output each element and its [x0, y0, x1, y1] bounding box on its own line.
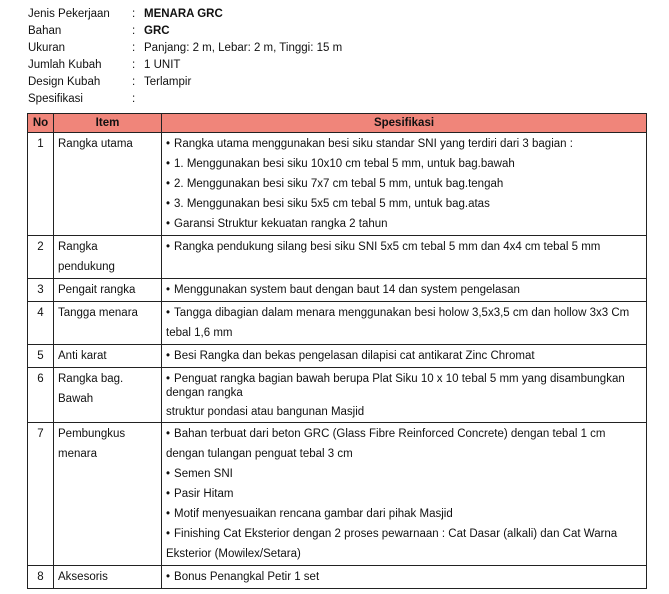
table-row	[28, 302, 647, 345]
row-number: 8	[28, 566, 54, 589]
spec-text: struktur pondasi atau bangunan Masjid	[166, 406, 365, 418]
spec-bullet: • 3. Menggunakan besi siku 5x5 cm tebal 5 mm, untuk bag.atas	[166, 194, 642, 214]
row-item: Rangka utama	[54, 133, 162, 236]
row-item: Pengait rangka	[54, 279, 162, 302]
header-item: Item	[54, 114, 162, 133]
row-item: Anti karat	[54, 345, 162, 368]
spec-bullet: • Garansi Struktur kekuatan rangka 2 tahun	[166, 214, 642, 234]
info-colon: :	[132, 25, 136, 37]
spec-bullet: • Besi Rangka dan bekas pengelasan dilapisi cat antikarat Zinc Chromat	[166, 346, 642, 366]
table-row	[28, 345, 647, 368]
row-spesifikasi	[162, 133, 647, 236]
info-value: 1 UNIT	[144, 59, 181, 71]
table-header-row	[28, 114, 647, 133]
document-info-block	[28, 6, 342, 108]
row-spesifikasi	[162, 368, 647, 423]
row-spesifikasi	[162, 236, 647, 279]
info-colon: :	[132, 59, 136, 71]
spec-bullet: • Bahan terbuat dari beton GRC (Glass Fibre Reinforced Concrete) dengan tebal 1 cm dengan tulangan penguat tebal 3 cm	[166, 424, 642, 464]
info-label: Ukuran	[28, 42, 66, 54]
info-value: Terlampir	[144, 76, 192, 88]
info-row	[28, 74, 342, 91]
spec-bullet: • Menggunakan system baut dengan baut 14 dan system pengelasan	[166, 280, 642, 300]
spec-bullet: • 2. Menggunakan besi siku 7x7 cm tebal 5 mm, untuk bag.tengah	[166, 174, 642, 194]
row-spesifikasi	[162, 302, 647, 345]
info-label: Bahan	[28, 25, 62, 37]
info-colon: :	[132, 42, 136, 54]
row-number: 4	[28, 302, 54, 345]
row-number: 7	[28, 423, 54, 566]
row-item: Aksesoris	[54, 566, 162, 589]
info-label: Design Kubah	[28, 76, 101, 88]
spec-bullet: • 1. Menggunakan besi siku 10x10 cm tebal 5 mm, untuk bag.bawah	[166, 154, 642, 174]
spec-bullet: • Motif menyesuaikan rencana gambar dari pihak Masjid	[166, 504, 642, 524]
table-row	[28, 133, 647, 236]
spec-bullet: • Pasir Hitam	[166, 484, 642, 504]
spec-bullet: • Rangka pendukung silang besi siku SNI 5x5 cm tebal 5 mm dan 4x4 cm tebal 5 mm	[166, 237, 642, 257]
spec-bullet: • Finishing Cat Eksterior dengan 2 proses pewarnaan : Cat Dasar (alkali) dan Cat Warna Eksterior (Mowilex/Setara)	[166, 524, 642, 564]
spec-bullet: • Bonus Penangkal Petir 1 set	[166, 567, 642, 587]
row-number: 6	[28, 368, 54, 423]
table-row	[28, 566, 647, 589]
row-item: Tangga menara	[54, 302, 162, 345]
info-label: Jumlah Kubah	[28, 59, 102, 71]
info-value: Panjang: 2 m, Lebar: 2 m, Tinggi: 15 m	[144, 42, 343, 54]
row-number: 3	[28, 279, 54, 302]
row-spesifikasi	[162, 566, 647, 589]
header-no: No	[28, 114, 54, 133]
row-item: Rangka pendukung	[54, 236, 162, 279]
table-row	[28, 423, 647, 566]
table-row	[28, 279, 647, 302]
info-colon: :	[132, 8, 136, 20]
info-label: Jenis Pekerjaan	[28, 8, 110, 20]
row-item: Pembungkus menara	[54, 423, 162, 566]
info-row	[28, 23, 342, 40]
specification-table	[27, 113, 647, 589]
row-number: 5	[28, 345, 54, 368]
row-spesifikasi	[162, 345, 647, 368]
info-colon: :	[132, 76, 136, 88]
spec-bullet: • Penguat rangka bagian bawah berupa Plat Siku 10 x 10 tebal 5 mm yang disambungkan dengan rangka	[166, 369, 642, 402]
table-row	[28, 236, 647, 279]
info-value: MENARA GRC	[144, 8, 223, 20]
row-item: Rangka bag. Bawah	[54, 368, 162, 423]
row-number: 1	[28, 133, 54, 236]
spec-bullet: • Tangga dibagian dalam menara menggunakan besi holow 3,5x3,5 cm dan hollow 3x3 Cm tebal 1,6 mm	[166, 303, 642, 343]
row-spesifikasi	[162, 279, 647, 302]
info-row	[28, 6, 342, 23]
info-colon: :	[132, 93, 136, 105]
spec-bullet: • Semen SNI	[166, 464, 642, 484]
info-row	[28, 57, 342, 74]
info-value: GRC	[144, 25, 170, 37]
info-row	[28, 91, 342, 108]
row-spesifikasi	[162, 423, 647, 566]
info-row	[28, 40, 342, 57]
info-label: Spesifikasi	[28, 93, 83, 105]
row-number: 2	[28, 236, 54, 279]
spec-bullet: • Rangka utama menggunakan besi siku standar SNI yang terdiri dari 3 bagian :	[166, 134, 642, 154]
header-spesifikasi: Spesifikasi	[162, 114, 647, 133]
table-row	[28, 368, 647, 423]
